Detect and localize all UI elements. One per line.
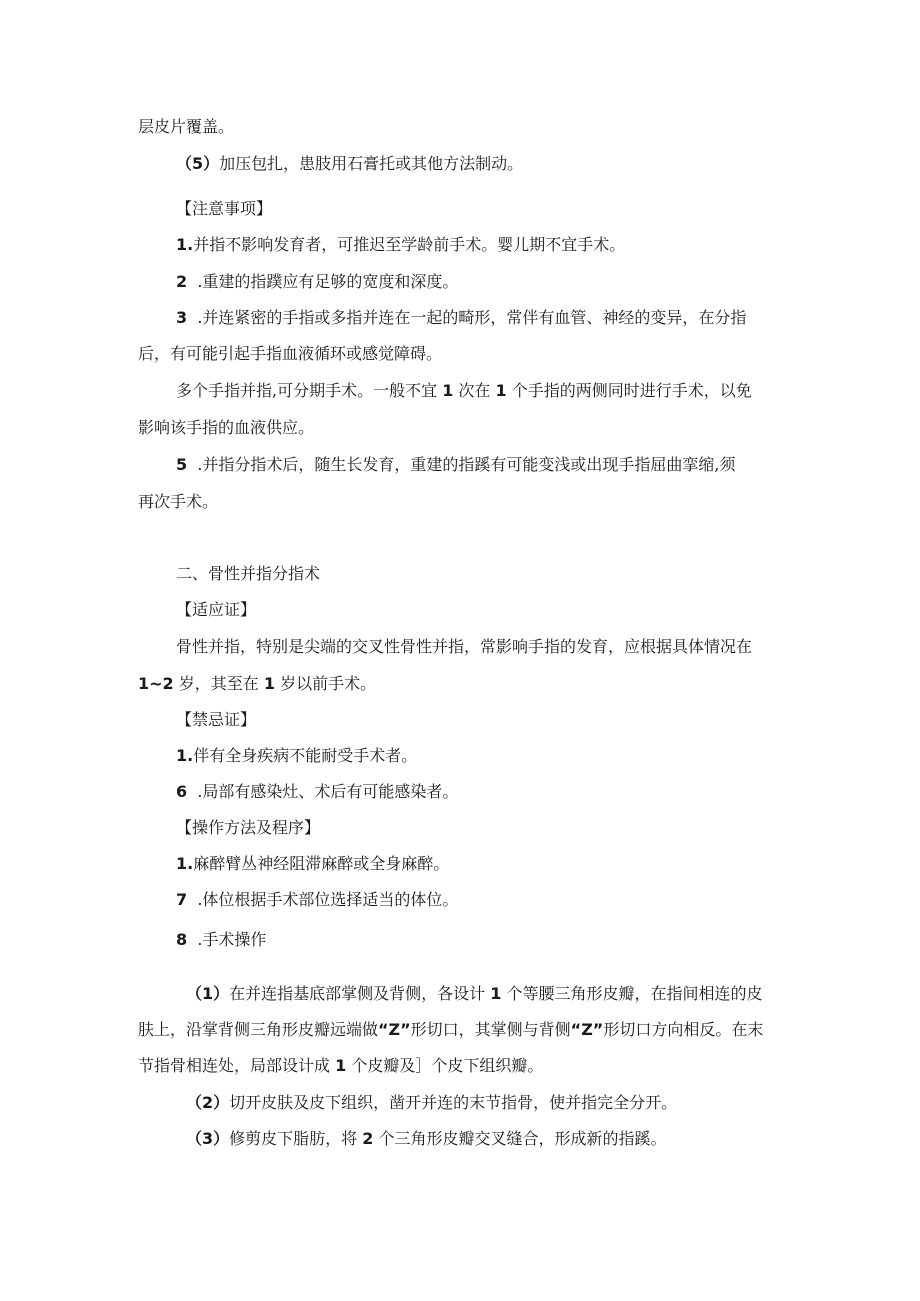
item-number: （3） — [186, 1129, 230, 1148]
line-text: 形切口方向相反。在末 — [603, 1020, 764, 1039]
line-text: 层皮片覆盖。 — [138, 117, 235, 136]
line-text: 次在 — [458, 381, 491, 400]
item-number: 8 — [176, 930, 188, 949]
line-text: 骨性并指，特别是尖端的交叉性骨性并指，常影响手指的发育，应根据具体情况在 — [176, 637, 753, 656]
inline-number: 1 — [442, 381, 454, 400]
list-item — [186, 1093, 677, 1113]
line-text: 修剪皮下脂肪，将 — [229, 1129, 358, 1148]
inline-number: 1~2 — [138, 674, 174, 693]
section-title — [176, 564, 320, 584]
line-text: 在并连指基底部掌侧及背侧，各设计 — [229, 984, 486, 1003]
item-number: 5 — [176, 455, 188, 474]
line-text: 多个手指并指,可分期手术。一般不宜 — [176, 381, 438, 400]
text-line — [138, 117, 234, 137]
line-text: 个手指的两侧同时进行手术，以免 — [511, 381, 752, 400]
heading-text: 【适应证】 — [176, 600, 257, 619]
line-text: 个皮瓣及］个皮下组织瓣。 — [351, 1056, 544, 1075]
text-line — [138, 674, 376, 694]
item-number: （2） — [186, 1093, 230, 1112]
line-text: 岁，其至在 — [178, 674, 259, 693]
list-item — [176, 930, 266, 950]
inline-symbol: “Z” — [378, 1020, 411, 1039]
line-text: .重建的指蹼应有足够的宽度和深度。 — [197, 272, 459, 291]
heading-text: 【操作方法及程序】 — [176, 818, 321, 837]
section-heading — [176, 818, 320, 838]
item-number: 2 — [176, 272, 188, 291]
text-line — [138, 492, 218, 512]
item-number: 6 — [176, 782, 188, 801]
list-item — [176, 235, 625, 255]
inline-number: 1 — [495, 381, 507, 400]
inline-symbol: “Z” — [570, 1020, 604, 1039]
line-text: 影响该手指的血液供应。 — [138, 418, 315, 437]
section-heading — [176, 710, 256, 730]
item-number: 3 — [176, 308, 188, 327]
line-text: 肤上，沿掌背侧三角形皮瓣远端做 — [138, 1020, 379, 1039]
line-text: 麻醉臂丛神经阻滞麻醉或全身麻醉。 — [193, 854, 450, 873]
text-line — [138, 344, 442, 364]
list-item — [176, 782, 458, 802]
line-text: 形切口，其掌侧与背侧 — [410, 1020, 571, 1039]
text-line — [176, 637, 752, 657]
heading-text: 【禁忌证】 — [176, 710, 257, 729]
section-title-text: 二、骨性并指分指术 — [176, 564, 321, 583]
line-text: .体位根据手术部位选择适当的体位。 — [197, 890, 459, 909]
list-item — [186, 1129, 667, 1149]
inline-number: 2 — [362, 1129, 374, 1148]
list-item — [176, 746, 417, 766]
list-item — [176, 308, 746, 328]
line-text: .手术操作 — [197, 930, 267, 949]
line-text: 个等腰三角形皮瓣，在指间相连的皮 — [506, 984, 763, 1003]
line-text: 岁以前手术。 — [280, 674, 377, 693]
heading-text: 【注意事项】 — [176, 199, 273, 218]
line-text: .并指分指术后，随生长发育，重建的指蹊有可能变浅或出现手指屈曲挛缩,须 — [197, 455, 736, 474]
inline-number: 1 — [335, 1056, 347, 1075]
list-item — [176, 890, 458, 910]
line-text: .并连紧密的手指或多指并连在一起的畸形，常伴有血管、神经的变异，在分指 — [197, 308, 747, 327]
item-number: 1. — [176, 235, 194, 254]
list-item — [186, 984, 763, 1004]
text-line — [176, 381, 752, 401]
line-text: 加压包扎，患肢用石膏托或其他方法制动。 — [219, 154, 524, 173]
list-item — [176, 455, 736, 475]
inline-number: 1 — [490, 984, 502, 1003]
line-text: .局部有感染灶、术后有可能感染者。 — [197, 782, 459, 801]
line-text: 再次手术。 — [138, 492, 219, 511]
text-line — [138, 1056, 543, 1076]
list-item — [176, 272, 458, 292]
list-item — [176, 154, 523, 174]
inline-number: 1 — [263, 674, 276, 693]
item-number: （5） — [176, 154, 220, 173]
section-heading — [176, 199, 272, 219]
section-heading — [176, 600, 256, 620]
line-text: 切开皮肤及皮下组织，凿开并连的末节指骨，使并指完全分开。 — [229, 1093, 678, 1112]
text-line — [138, 418, 314, 438]
item-number: 1. — [176, 854, 194, 873]
item-number: 1. — [176, 746, 194, 765]
line-text: 个三角形皮瓣交叉缝合，形成新的指蹊。 — [378, 1129, 667, 1148]
list-item — [176, 854, 449, 874]
item-number: 7 — [176, 890, 188, 909]
line-text: 后，有可能引起手指血液循环或感觉障碍。 — [138, 344, 443, 363]
line-text: 伴有全身疾病不能耐受手术者。 — [193, 746, 418, 765]
text-line — [138, 1020, 763, 1040]
line-text: 节指骨相连处，局部设计成 — [138, 1056, 331, 1075]
item-number: （1） — [186, 984, 230, 1003]
line-text: 并指不影响发育者，可推迟至学龄前手术。婴儿期不宜手术。 — [193, 235, 626, 254]
